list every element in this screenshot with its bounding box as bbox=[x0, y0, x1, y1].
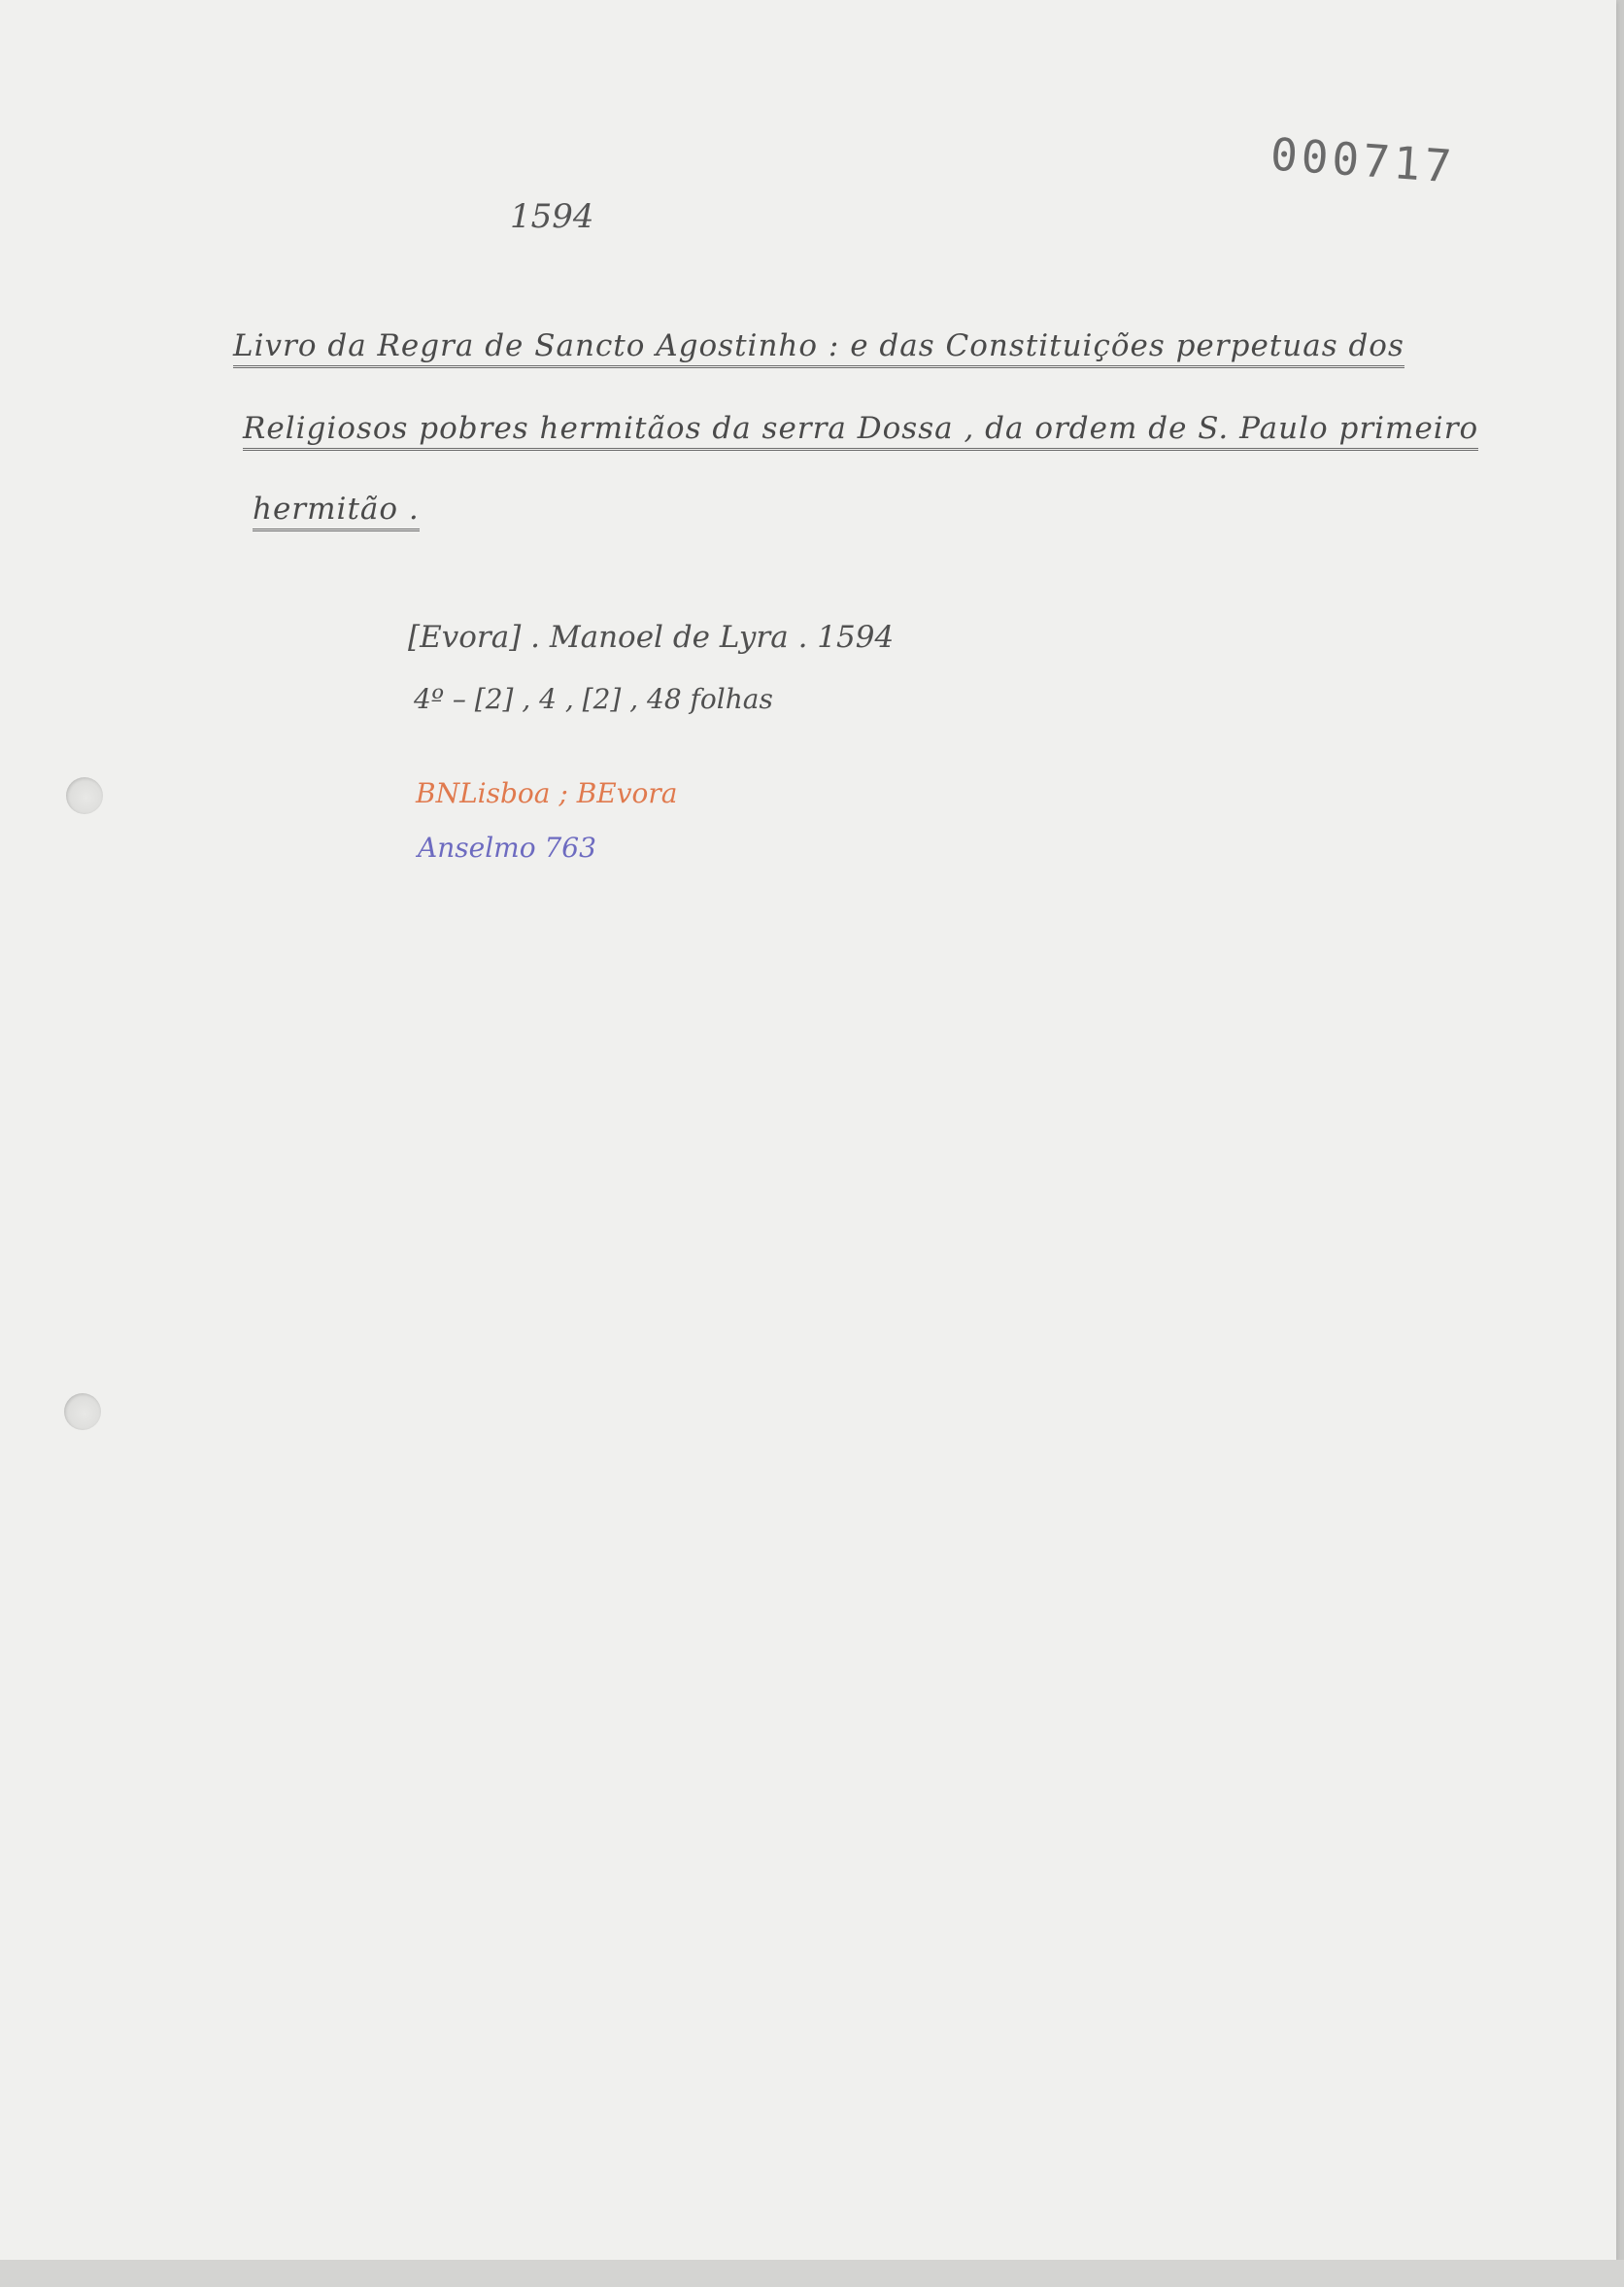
format-collation: 4º – [2] , 4 , [2] , 48 folhas bbox=[414, 683, 773, 715]
title-line-2: Religiosos pobres hermitãos da serra Dossa , da ordem de S. Paulo primeiro bbox=[243, 411, 1478, 451]
stamp-number: 000717 bbox=[1269, 127, 1457, 193]
punch-hole bbox=[64, 1393, 101, 1430]
imprint: [Evora] . Manoel de Lyra . 1594 bbox=[408, 620, 895, 655]
holdings-libraries: BNLisboa ; BEvora bbox=[416, 777, 678, 809]
year-heading: 1594 bbox=[510, 197, 594, 236]
bibliographic-reference: Anselmo 763 bbox=[418, 832, 596, 864]
punch-hole bbox=[66, 777, 103, 814]
title-line-3: hermitão . bbox=[253, 492, 420, 531]
title-line-1: Livro da Regra de Sancto Agostinho : e das Constituições perpetuas dos bbox=[233, 328, 1404, 368]
scan-background bbox=[0, 2260, 1624, 2287]
